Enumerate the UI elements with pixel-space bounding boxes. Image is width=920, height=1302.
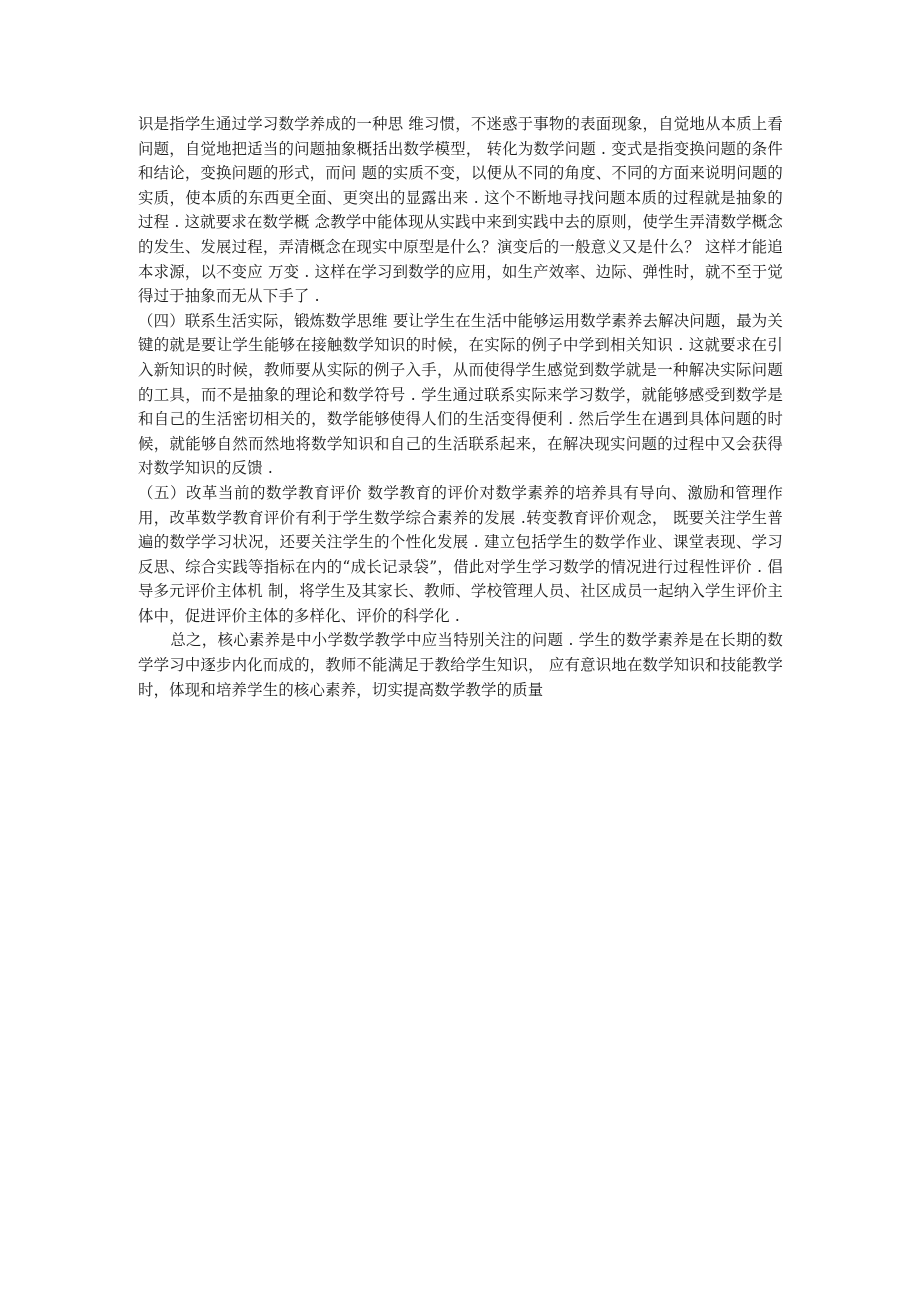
paragraph-conclusion: 总之，核心素养是中小学数学教学中应当特别关注的问题 . 学生的数学素养是在长期的数学学习中逐步内化而成的，教师不能满足于教给学生知识， 应有意识地在数学知识和技能教学时，体现和培养学生的核心素养，切实提高数学教学的质量	[138, 631, 783, 699]
document-body	[138, 112, 783, 702]
paragraph-section-four: （四）联系生活实际，锻炼数学思维 要让学生在生活中能够运用数学素养去解决问题，最为关键的就是要让学生能够在接触数学知识的时候，在实际的例子中学到相关知识 . 这就要求在引入新知识的时候，教师要从实际的例子入手，从而使得学生感觉到数学就是一种解决实际问题的工具，而不是抽象的理论和数学符号 . 学生通过联系实际来学习数学，就能够感受到数学是和自己的生活密切相关的，数学能够使得人们的生活变得便利 . 然后学生在遇到具体问题的时候，就能够自然而然地将数学知识和自己的生活联系起来，在解决现实问题的过程中又会获得对数学知识的反馈 .	[138, 311, 783, 478]
paragraph-section-five: （五）改革当前的数学教育评价 数学教育的评价对数学素养的培养具有导向、激励和管理作用，改革数学教育评价有利于学生数学综合素养的发展 .转变教育评价观念， 既要关注学生普遍的数学学习状况，还要关注学生的个性化发展 . 建立包括学生的数学作业、课堂表现、学习反思、综合实践等指标在内的“成长记录袋”，借此对学生学习数学的情况进行过程性评价 . 倡导多元评价主体机 制，将学生及其家长、教师、学校管理人员、社区成员一起纳入学生评价主体中，促进评价主体的多样化、评价的科学化 .	[138, 483, 783, 625]
paragraph-abstraction: 识是指学生通过学习数学养成的一种思 维习惯，不迷惑于事物的表面现象，自觉地从本质上看问题，自觉地把适当的问题抽象概括出数学模型， 转化为数学问题 . 变式是指变换问题的条件和结论，变换问题的形式，而问 题的实质不变，以便从不同的角度、不同的方面来说明问题的实质，使本质的东西更全面、更突出的显露出来 . 这个不断地寻找问题本质的过程就是抽象的过程 . 这就要求在数学概 念教学中能体现从实践中来到实践中去的原则，使学生弄清数学概念的发生、发展过程，弄清概念在现实中原型是什么？演变后的一般意义又是什么？ 这样才能追本求源，以不变应 万变 . 这样在学习到数学的应用，如生产效率、边际、弹性时，就不至于觉得过于抽象而无从下手了 .	[138, 115, 783, 306]
